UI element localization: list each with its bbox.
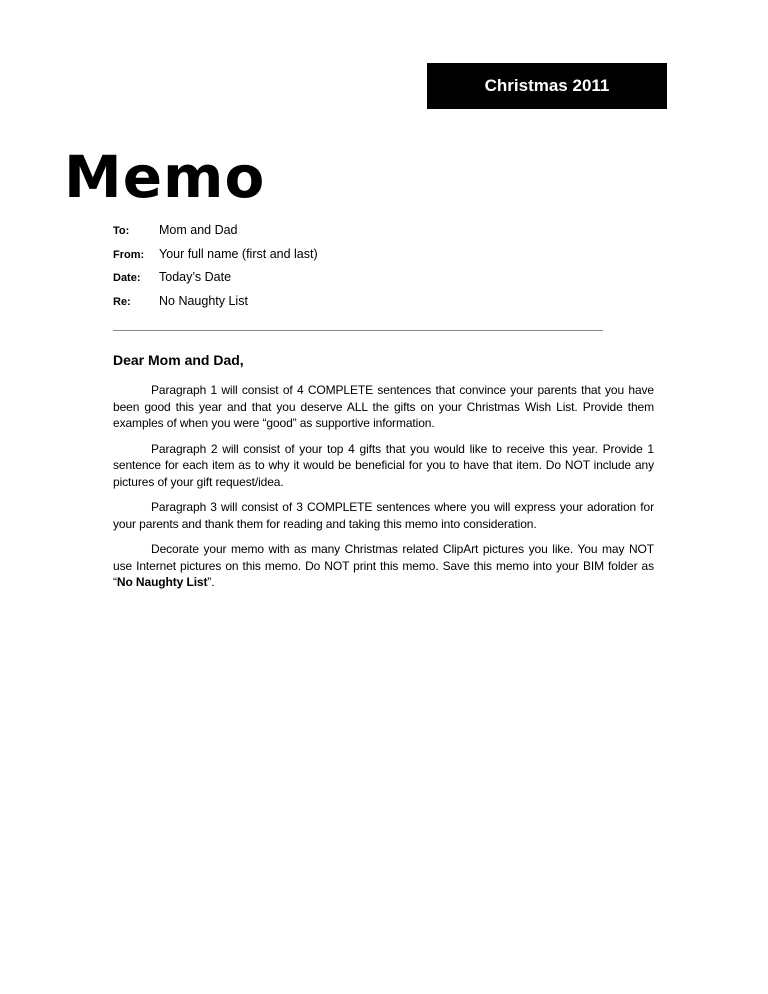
header-row-date: [113, 270, 318, 294]
memo-header: [113, 223, 318, 317]
memo-body: [113, 352, 654, 600]
header-value: Today’s Date: [159, 270, 232, 284]
file-name: No Naughty List: [116, 575, 208, 589]
header-value: Your full name (first and last): [159, 246, 318, 261]
greeting: Dear Mom and Dad,: [113, 352, 244, 368]
header-row-re: [113, 294, 318, 318]
paragraph-2: Paragraph 2 will consist of your top 4 gifts that you would like to receive this year. Provide 1 sentence for each item as to why it would be beneficial for you to have that item. Do NOT include any pictures of your gift request/idea.: [113, 441, 654, 489]
header-label: Re:: [113, 295, 131, 308]
header-row-to: [113, 223, 318, 247]
paragraph-4: [113, 541, 654, 591]
header-label: To:: [113, 225, 130, 237]
header-label: Date:: [113, 272, 141, 284]
paragraph-4-text: Decorate your memo with as many Christmas related ClipArt pictures you like. You may NOT use Internet pictures on this memo. Do NOT print this memo. Save this memo into your BIM folder as “: [113, 542, 654, 589]
header-value: No Naughty List: [159, 293, 248, 308]
date-banner: [427, 63, 667, 109]
header-label: From:: [113, 248, 145, 261]
banner-label: Christmas 2011: [484, 76, 610, 95]
paragraph-3: Paragraph 3 will consist of 3 COMPLETE sentences where you will express your adoration for your parents and thank them for reading and taking this memo into consideration.: [113, 500, 654, 531]
header-value: Mom and Dad: [159, 223, 238, 237]
page-title: Memo: [64, 143, 266, 211]
paragraph-1: Paragraph 1 will consist of 4 COMPLETE sentences that convince your parents that you have been good this year and that you deserve ALL the gifts on your Christmas Wish List. Provide them examples of when you were “good” as supportive information.: [113, 383, 654, 430]
header-row-from: [113, 247, 318, 271]
divider: [113, 330, 603, 331]
paragraph-4-end: ”.: [207, 575, 215, 589]
